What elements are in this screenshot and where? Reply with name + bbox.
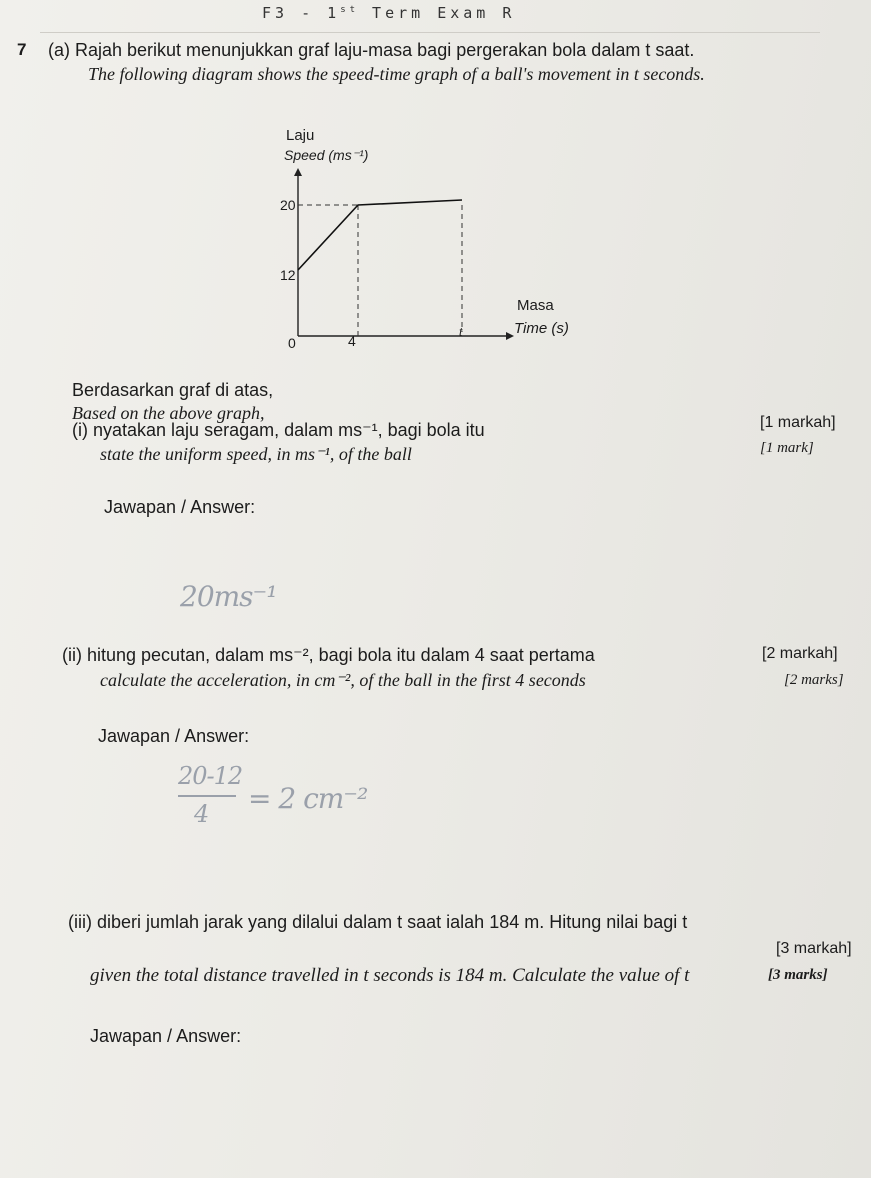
- intro-malay: Berdasarkan graf di atas,: [72, 380, 274, 400]
- part-ii-answer-label: Jawapan / Answer:: [98, 726, 250, 746]
- x-label-english: Time (s): [514, 320, 569, 337]
- page-header: F3 - 1st Term Exam R: [262, 4, 516, 22]
- part-ii-malay: (ii) hitung pecutan, dalam ms⁻², bagi bola itu dalam 4 saat pertama: [62, 645, 595, 665]
- tick-label-t: t: [459, 325, 463, 339]
- part-ii-handwritten-result: = 2 cm⁻²: [248, 782, 368, 815]
- y-label-malay: Laju: [286, 127, 315, 144]
- part-ii-handwritten-numerator: 20-12: [178, 762, 243, 790]
- speed-time-graph: [260, 120, 600, 360]
- part-i-mark-malay: [1 markah]: [760, 414, 836, 431]
- part-ii-english: calculate the acceleration, in cm⁻², of the ball in the first 4 seconds: [100, 670, 586, 690]
- tick-label-20: 20: [280, 197, 296, 213]
- part-ii-mark-malay: [2 markah]: [762, 645, 838, 662]
- speed-line: [298, 200, 462, 270]
- part-iii-answer-label: Jawapan / Answer:: [90, 1026, 242, 1046]
- part-i-mark-english: [1 mark]: [760, 440, 814, 456]
- tick-label-12: 12: [280, 267, 296, 283]
- origin-label: 0: [288, 335, 296, 351]
- part-i-handwritten-answer: 20ms⁻¹: [180, 580, 277, 613]
- part-i-malay: (i) nyatakan laju seragam, dalam ms⁻¹, bagi bola itu: [72, 420, 485, 440]
- x-axis-arrow: [506, 332, 514, 340]
- x-label-malay: Masa: [517, 297, 554, 314]
- intro-english: Based on the above graph,: [72, 403, 265, 423]
- part-iii-mark-english: [3 marks]: [768, 967, 828, 983]
- part-iii-english: given the total distance travelled in t seconds is 184 m. Calculate the value of t: [90, 965, 690, 986]
- part-i-english: state the uniform speed, in ms⁻¹, of the ball: [100, 444, 412, 464]
- part-ii-handwritten-denominator: 4: [194, 800, 209, 828]
- y-axis-arrow: [294, 168, 302, 176]
- question-number: 7: [17, 40, 27, 59]
- y-label-english: Speed (ms⁻¹): [284, 147, 369, 163]
- question-text-malay: (a) Rajah berikut menunjukkan graf laju-masa bagi pergerakan bola dalam t saat.: [48, 40, 695, 60]
- tick-label-4: 4: [348, 333, 356, 349]
- part-iii-malay: (iii) diberi jumlah jarak yang dilalui dalam t saat ialah 184 m. Hitung nilai bagi t: [68, 912, 688, 932]
- part-i-answer-label: Jawapan / Answer:: [104, 497, 256, 517]
- question-text-english: The following diagram shows the speed-time graph of a ball's movement in t seconds.: [88, 64, 705, 84]
- part-iii-mark-malay: [3 markah]: [776, 940, 852, 957]
- part-ii-fraction-bar: [178, 795, 236, 797]
- header-divider: [40, 32, 820, 33]
- part-ii-mark-english: [2 marks]: [784, 672, 844, 688]
